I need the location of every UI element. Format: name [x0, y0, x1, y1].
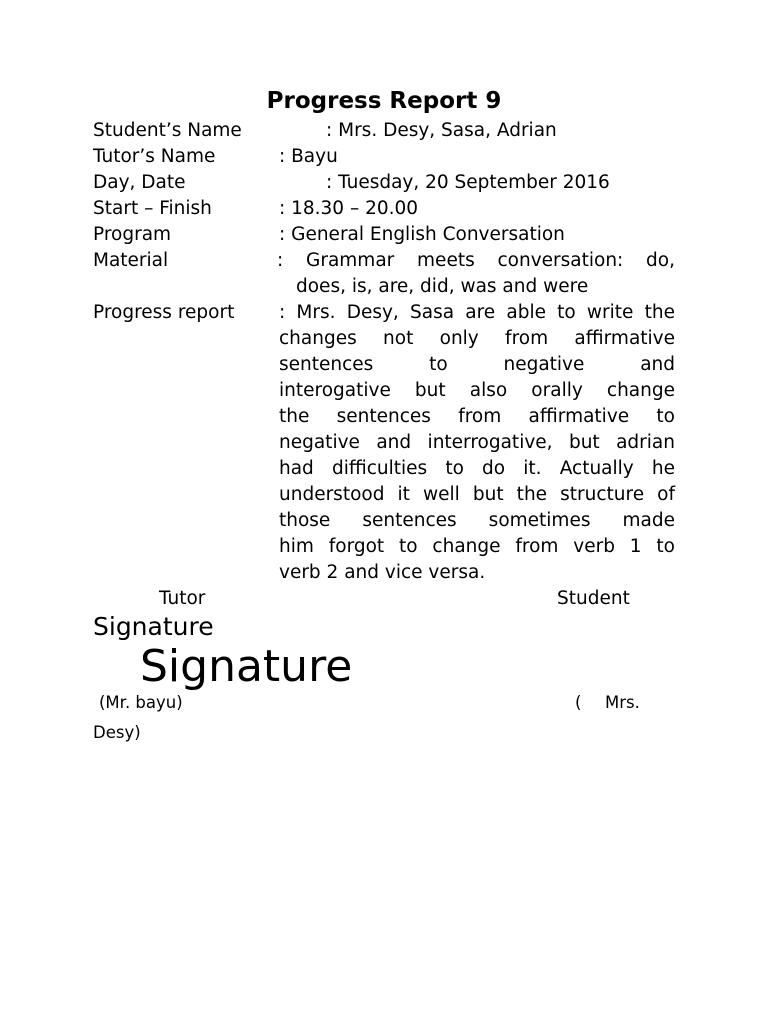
progress-line: changes not only from affirmative — [279, 328, 675, 349]
progress-line: verb 2 and vice versa. — [279, 562, 486, 583]
progress-line: sentences to negative and — [279, 354, 675, 375]
student-heading: Student — [557, 588, 630, 609]
start-finish-value: : 18.30 – 20.00 — [279, 198, 419, 219]
report-title: Progress Report 9 — [266, 88, 502, 114]
progress-line: negative and interrogative, but adrian — [279, 432, 675, 453]
material-label: Material — [93, 250, 169, 271]
signature-small: Signature — [93, 612, 214, 641]
progress-report-label: Progress report — [93, 302, 235, 323]
student-name-value: : Mrs. Desy, Sasa, Adrian — [326, 120, 557, 141]
progress-line: those sentences sometimes made — [279, 510, 675, 531]
program-value: : General English Conversation — [279, 224, 565, 245]
material-value — [277, 248, 675, 274]
day-date-value: : Tuesday, 20 September 2016 — [326, 172, 610, 193]
progress-line: had difficulties to do it. Actually he — [279, 458, 675, 479]
tutor-name-label: Tutor’s Name — [93, 146, 216, 167]
day-date-label: Day, Date — [93, 172, 186, 193]
student-name-label: Student’s Name — [93, 120, 242, 141]
tutor-heading: Tutor — [159, 588, 206, 609]
material-line-1: : Grammar meets conversation: do, — [277, 250, 675, 271]
progress-line: : Mrs. Desy, Sasa are able to write the — [279, 302, 675, 323]
progress-report-text — [279, 300, 675, 586]
progress-line: understood it well but the structure of — [279, 484, 675, 505]
student-name-signoff-part1: Mrs. — [605, 693, 640, 712]
start-finish-label: Start – Finish — [93, 198, 212, 219]
tutor-name-value: : Bayu — [279, 146, 338, 167]
material-line-2: does, is, are, did, was and were — [296, 276, 589, 297]
student-name-open-paren: ( — [575, 693, 582, 712]
signature-large: Signature — [140, 641, 353, 692]
progress-line: interogative but also orally change — [279, 380, 675, 401]
progress-line: him forgot to change from verb 1 to — [279, 536, 675, 557]
progress-line: the sentences from affirmative to — [279, 406, 675, 427]
program-label: Program — [93, 224, 172, 245]
tutor-name-signoff: (Mr. bayu) — [99, 693, 183, 712]
student-name-signoff-part2: Desy) — [93, 723, 141, 742]
